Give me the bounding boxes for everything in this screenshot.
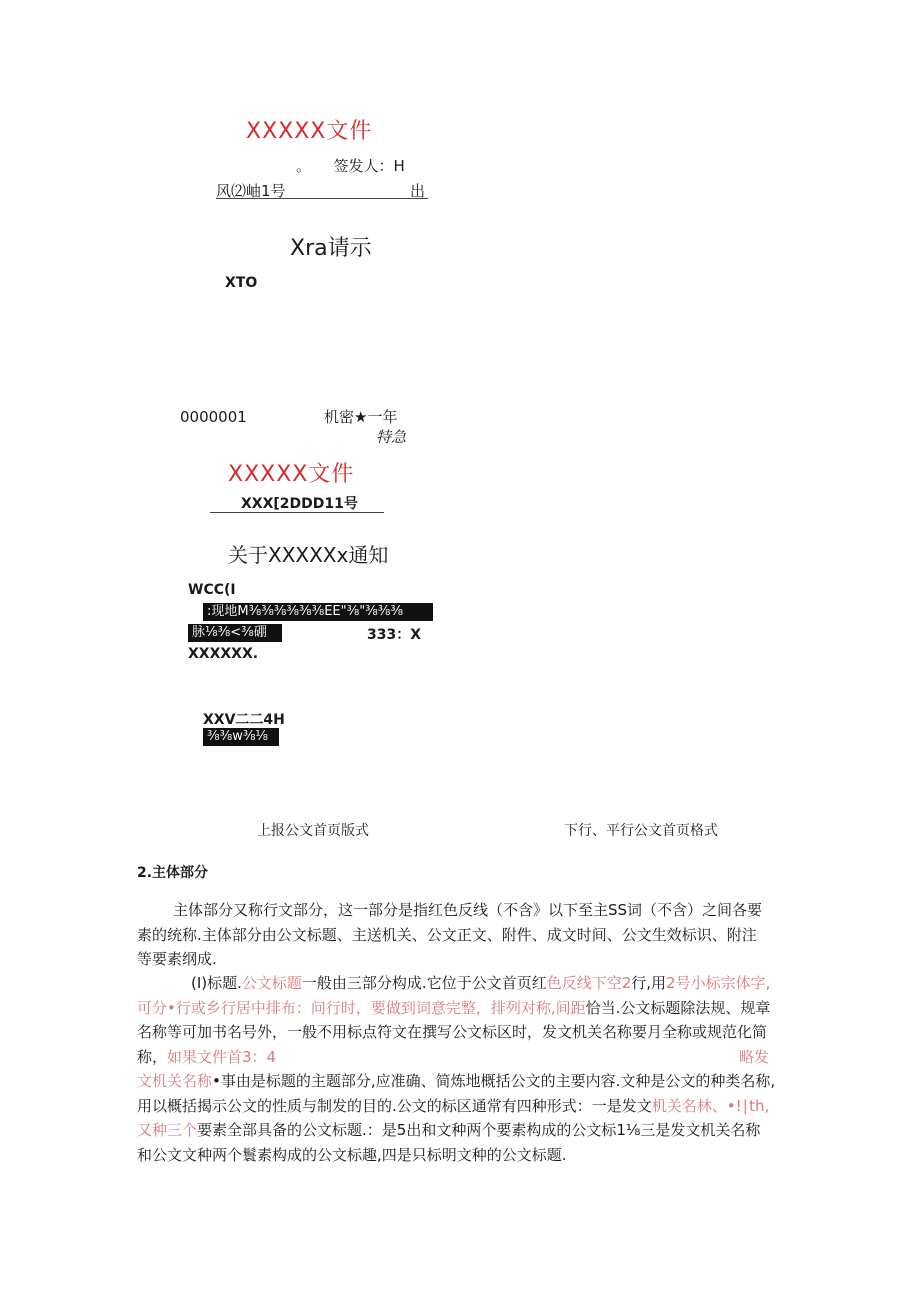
redacted-bar-3: ⅜⅜w⅜⅛ <box>203 728 279 746</box>
right-bar2-tail: 333：X <box>367 627 422 643</box>
p2-text: 用以概括揭示公文的性质与制发的目的.公文的标区通常有四种形式：一是发文 <box>137 1096 652 1115</box>
p2-highlight-agency-name: 机关名林、•!∣th, <box>651 1096 770 1115</box>
p2-highlight-font: 2号小标宗体字, <box>666 974 771 992</box>
paragraph-1 <box>137 898 787 972</box>
redacted-bar-1: :现地M⅜⅜⅜⅜⅜⅜EE"⅜"⅜⅜⅜ <box>203 603 433 621</box>
right-date: XXV二二4H <box>203 712 285 728</box>
left-doc-number-right: 出 <box>410 182 426 200</box>
p2-highlight-layout: 可分•行或乡行居中排布：问行时，要做到词意完整，排列对称,间距 <box>137 998 586 1017</box>
p2-text: 一般由三部分构成.它位于公文首页红 <box>301 974 547 992</box>
section-heading: 2.主体部分 <box>137 865 209 881</box>
left-signer-line: 。 签发人：H <box>296 157 405 175</box>
p2-text: 要素全部具备的公文标题.：是5出和文种两个要素构成的公文标1⅛三是发文机关名称 <box>197 1121 761 1139</box>
left-subject: Xra请示 <box>290 236 372 261</box>
secrecy-level: 机密★一年 <box>324 408 398 426</box>
p1-line-2: 素的统称.主体部分由公文标题、主送机关、公文正文、附件、成文时间、公文生效标识、附注 <box>137 925 757 944</box>
right-red-rule <box>210 512 384 513</box>
p1-line-3: 等要素纲成. <box>137 950 217 968</box>
p2-label: (I)标题. <box>191 974 242 992</box>
right-subject: 关于XXXXXx通知 <box>228 543 389 567</box>
caption-right: 下行、平行公文首页格式 <box>564 823 718 839</box>
left-addressee: XTO <box>225 275 258 291</box>
p2-highlight-three: 又种三个 <box>137 1121 198 1139</box>
p2-line-3: 名称等可加书名号外，一般不用标点符文在撰写公文标区时，发文机关名称要月全称或规范化简 <box>137 1023 768 1041</box>
paragraph-2 <box>137 971 787 1167</box>
right-doc-number: XXX[2DDD11号 <box>241 496 358 512</box>
serial-number: 0000001 <box>180 408 247 426</box>
p2-text: 称， <box>137 1047 168 1066</box>
left-red-rule <box>216 198 428 199</box>
right-doc-title: XXXXX文件 <box>228 462 355 487</box>
redacted-bar-2: 脉⅛⅜<⅜硼 <box>188 624 282 642</box>
urgency-level: 特急 <box>376 428 407 446</box>
p2-text: •事由是标题的主题部分,应准确、简炼地概括公文的主要内容.文种是公文的种类名称, <box>212 1072 776 1090</box>
p2-highlight-title: 公文标题 <box>241 974 302 992</box>
p2-highlight-rule: 色反线下空2 <box>546 974 632 992</box>
left-doc-number: 风⑵岫1号 <box>216 182 286 200</box>
left-doc-title: XXXXX文件 <box>246 119 373 144</box>
p2-highlight-omit-tail: 略发 <box>739 1047 770 1066</box>
p2-line-8: 和公文文种两个鬟素构成的公文标趣,四是只标明文种的公文标题. <box>137 1145 567 1164</box>
p2-highlight-agency: 文机关名称 <box>137 1072 213 1090</box>
p1-line-1: 主体部分又称行文部分，这一部分是指红色反线（不含》以下至主SS词（不含）之间各要 <box>173 901 763 919</box>
caption-left: 上报公文首页版式 <box>257 823 369 839</box>
p2-text: 恰当.公文标题除法规、规章 <box>585 998 771 1017</box>
right-addressee: WCC(I <box>188 582 236 598</box>
p2-highlight-omit: 如果文件首3：4 <box>167 1047 277 1066</box>
p2-text: 行,用 <box>631 974 667 992</box>
right-closing: XXXXXX. <box>188 646 259 662</box>
